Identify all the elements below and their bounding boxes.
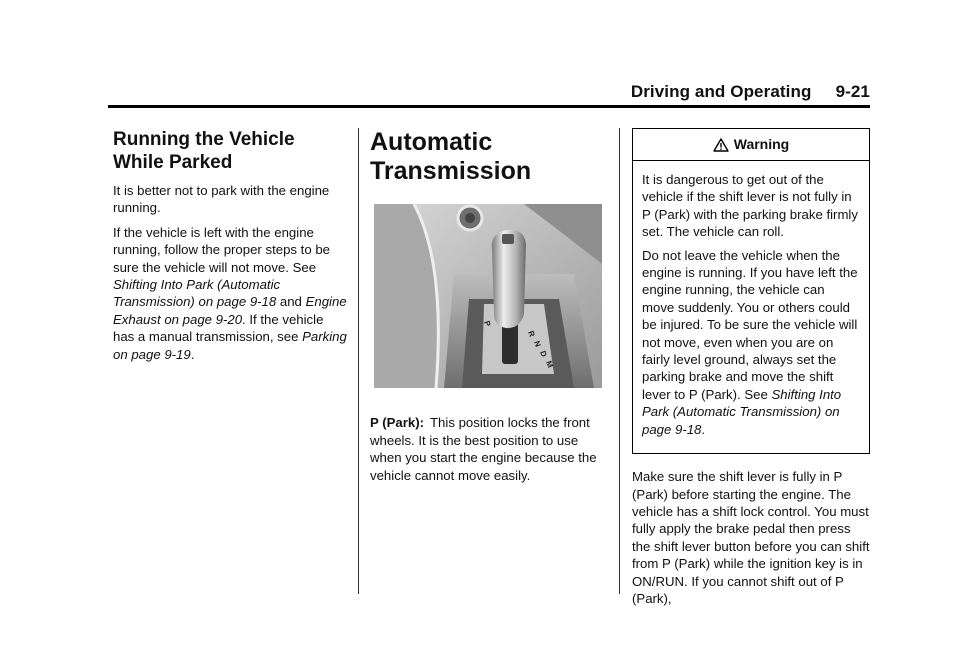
column-warning xyxy=(632,128,872,614)
warning-p2-end: . xyxy=(701,421,706,437)
p2-text-3: . If the vehicle has a manual transmission, see xyxy=(113,311,324,345)
term-park-text: This position locks the front wheels. It is the best position to use when you start the engine because the vehicle cannot move easily. xyxy=(370,415,597,483)
park-description xyxy=(370,414,602,484)
ref-shifting-into-park-warning[interactable]: Shifting Into Park (Automatic Transmission) on page 9-18 xyxy=(642,386,842,437)
section-title-running xyxy=(113,129,348,174)
p2-text-2: and xyxy=(276,294,306,310)
title-line-1: Running the Vehicle xyxy=(113,129,295,150)
title-line-2: While Parked xyxy=(113,151,233,173)
svg-text:D: D xyxy=(538,349,549,359)
svg-text:R: R xyxy=(526,329,537,339)
header-title xyxy=(631,82,870,102)
ref-engine-exhaust[interactable]: Engine Exhaust on page 9-20 xyxy=(113,294,347,327)
warning-paragraph-2 xyxy=(642,247,860,438)
svg-text:M: M xyxy=(544,359,555,369)
warning-header xyxy=(633,129,869,161)
section-title-transmission xyxy=(370,128,602,186)
column-automatic-transmission xyxy=(370,128,602,491)
ref-shifting-into-park[interactable]: Shifting Into Park (Automatic Transmission) on page 9-18 xyxy=(113,277,281,310)
p2-text-1: If the vehicle is left with the engine running, follow the proper steps to be sure the vehicle will not move. See xyxy=(113,224,330,275)
shift-lock-paragraph: Make sure the shift lever is fully in P (Park) before starting the engine. The vehicle has a shift lock control. You must fully apply the brake pedal then press the shift lever button before you can shift from P (Park) while the ignition key is in ON/RUN. If you cannot shift out of P (Park), xyxy=(632,469,870,606)
column-divider-1 xyxy=(358,128,359,594)
warning-p2-text: Do not leave the vehicle when the engine is running. If you have left the engine running, the vehicle can move suddenly. You or others could be injured. To be sure the vehicle will not move, even when you are on fairly level ground, always set the parking brake and move the shift lever to P (Park). See xyxy=(642,247,858,402)
term-park: P (Park): xyxy=(370,415,424,431)
svg-text:P: P xyxy=(482,319,493,328)
paragraph-1: It is better not to park with the engine running. xyxy=(113,183,330,216)
title-line-2: Transmission xyxy=(370,157,532,185)
svg-text:N: N xyxy=(532,339,543,349)
column-divider-2 xyxy=(619,128,620,594)
ref-parking[interactable]: Parking on page 9-19 xyxy=(113,329,347,362)
p2-text-4: . xyxy=(190,346,195,362)
header-rule xyxy=(108,105,870,108)
header-section: Driving and Operating xyxy=(630,82,812,101)
warning-triangle-icon xyxy=(713,138,729,152)
header-page-number: 9-21 xyxy=(835,82,870,101)
warning-paragraph-1: It is dangerous to get out of the vehicle if the shift lever is not fully in P (Park) with the parking brake firmly set. The vehicle can roll. xyxy=(642,172,858,240)
warning-title: Warning xyxy=(733,135,790,152)
paragraph-2 xyxy=(113,224,348,363)
shift-lever-illustration xyxy=(374,204,602,388)
warning-box xyxy=(632,128,870,454)
title-line-1: Automatic xyxy=(370,128,493,156)
column-running-vehicle xyxy=(113,128,348,370)
page-header xyxy=(108,82,870,102)
